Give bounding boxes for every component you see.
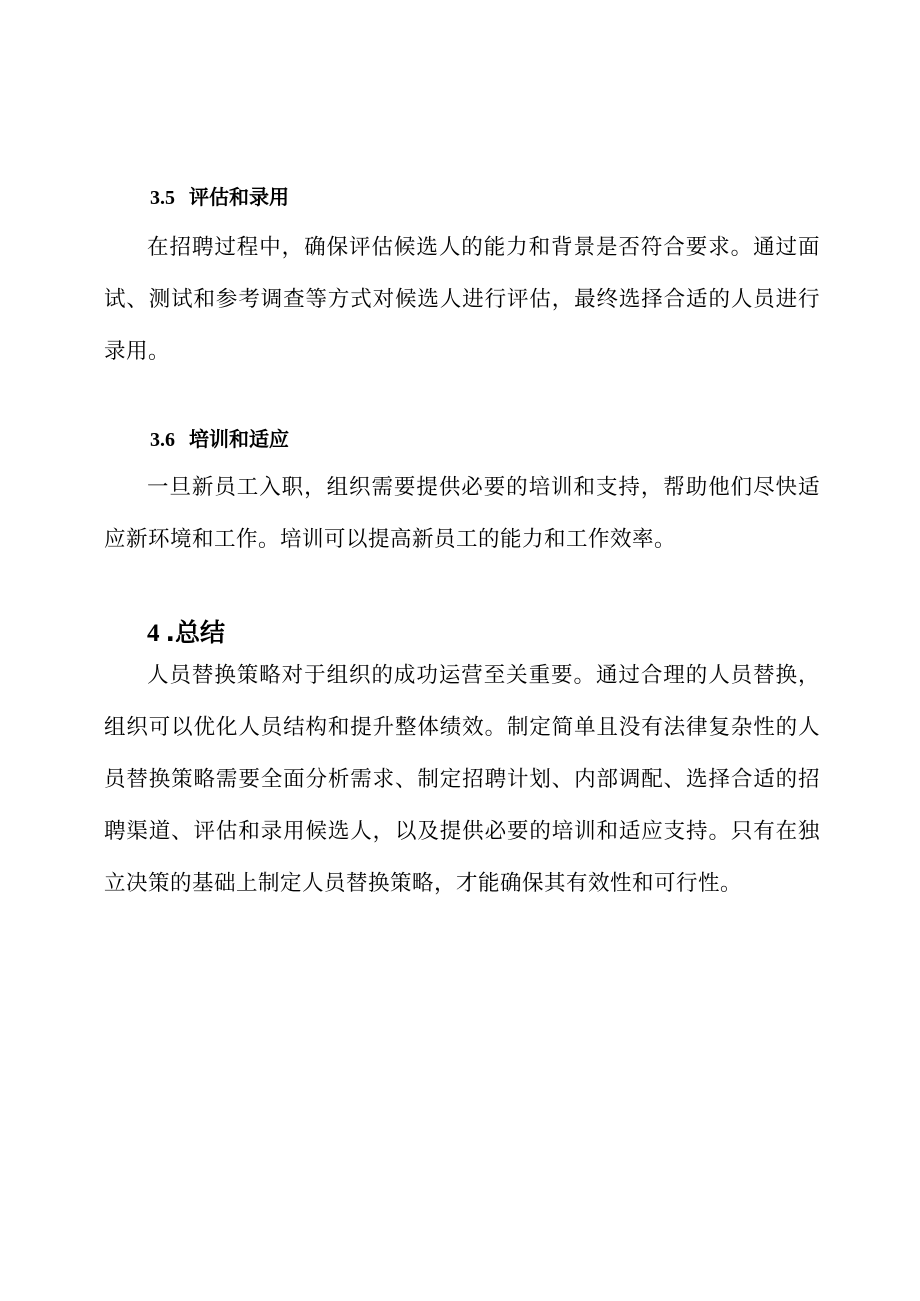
section-3-5-heading (150, 185, 289, 210)
section-title: .总结 (165, 618, 225, 647)
section-3-6-heading (150, 427, 289, 452)
section-title: 培训和适应 (189, 427, 289, 451)
section-3-5-body: 在招聘过程中，确保评估候选人的能力和背景是否符合要求。通过面试、测试和参考调查等方式对候选人进行评估，最终选择合适的人员进行录用。 (104, 235, 820, 364)
section-3-6-body: 一旦新员工入职，组织需要提供必要的培训和支持，帮助他们尽快适应新环境和工作。培训可以提高新员工的能力和工作效率。 (104, 475, 820, 552)
section-number: 3.6 (150, 429, 175, 451)
section-4-heading (147, 618, 225, 649)
section-4-body: 人员替换策略对于组织的成功运营至关重要。通过合理的人员替换，组织可以优化人员结构和提升整体绩效。制定简单且没有法律复杂性的人员替换策略需要全面分析需求、制定招聘计划、内部调配、选择合适的招聘渠道、评估和录用候选人，以及提供必要的培训和适应支持。只有在独立决策的基础上制定人员替换策略，才能确保其有效性和可行性。 (104, 663, 820, 896)
section-number: 4 (147, 620, 160, 647)
section-number: 3.5 (150, 187, 175, 209)
section-title: 评估和录用 (189, 185, 289, 209)
